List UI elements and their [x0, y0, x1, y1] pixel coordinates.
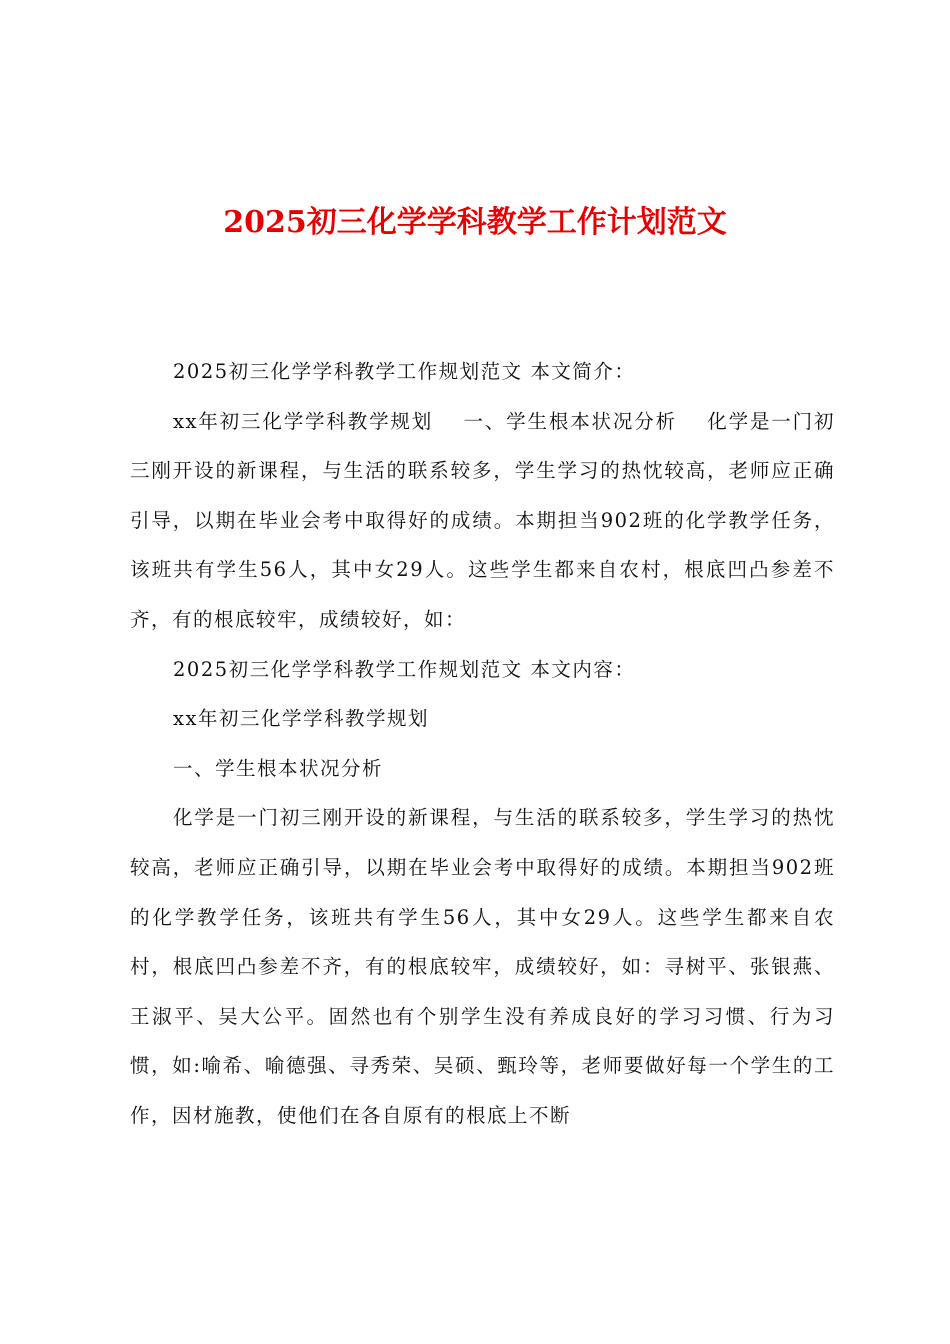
paragraph-text: 一、学生根本状况分析: [463, 409, 677, 433]
paragraph-text: 化学是一门初三刚开设的新课程，与生活的联系较多，学生学习的热忱较高，老师应正确引导，以期在毕业会考中取得好的成绩。本期担当902班的化学教学任务，该班共有学生56人，其中女29人。这些学生都来自农村，根底凹凸参差不齐，有的根底较牢，成绩较好，如：: [130, 409, 835, 631]
document-body: [130, 347, 835, 1141]
paragraph-text: 2025初三化学学科教学工作规划范文 本文内容：: [173, 657, 636, 681]
paragraph-plan-title: [130, 694, 835, 744]
paragraph-intro-summary: [130, 347, 835, 397]
paragraph-text: xx年初三化学学科教学规划: [173, 409, 434, 433]
paragraph-text: xx年初三化学学科教学规划: [173, 707, 429, 731]
paragraph-text: 化学是一门初三刚开设的新课程，与生活的联系较多，学生学习的热忱较高，老师应正确引导，以期在毕业会考中取得好的成绩。本期担当902班的化学教学任务，该班共有学生56人，其中女29人。这些学生都来自农村，根底凹凸参差不齐，有的根底较牢，成绩较好，如：寻树平、张银燕、王淑平、吴大公平。固然也有个别学生没有养成良好的学习习惯、行为习惯，如:喻希、喻德强、寻秀荣、吴硕、甄玲等，老师要做好每一个学生的工作，因材施教，使他们在各自原有的根底上不断: [130, 806, 835, 1127]
paragraph-text: 一、学生根本状况分析: [173, 756, 384, 780]
document-title: 2025初三化学学科教学工作计划范文: [223, 205, 727, 240]
paragraph-summary-body: [130, 397, 835, 645]
paragraph-analysis-body: [130, 793, 835, 1140]
paragraph-intro-content: [130, 645, 835, 695]
paragraph-text: 2025初三化学学科教学工作规划范文 本文简介：: [173, 360, 636, 383]
paragraph-section-heading: [130, 744, 835, 794]
